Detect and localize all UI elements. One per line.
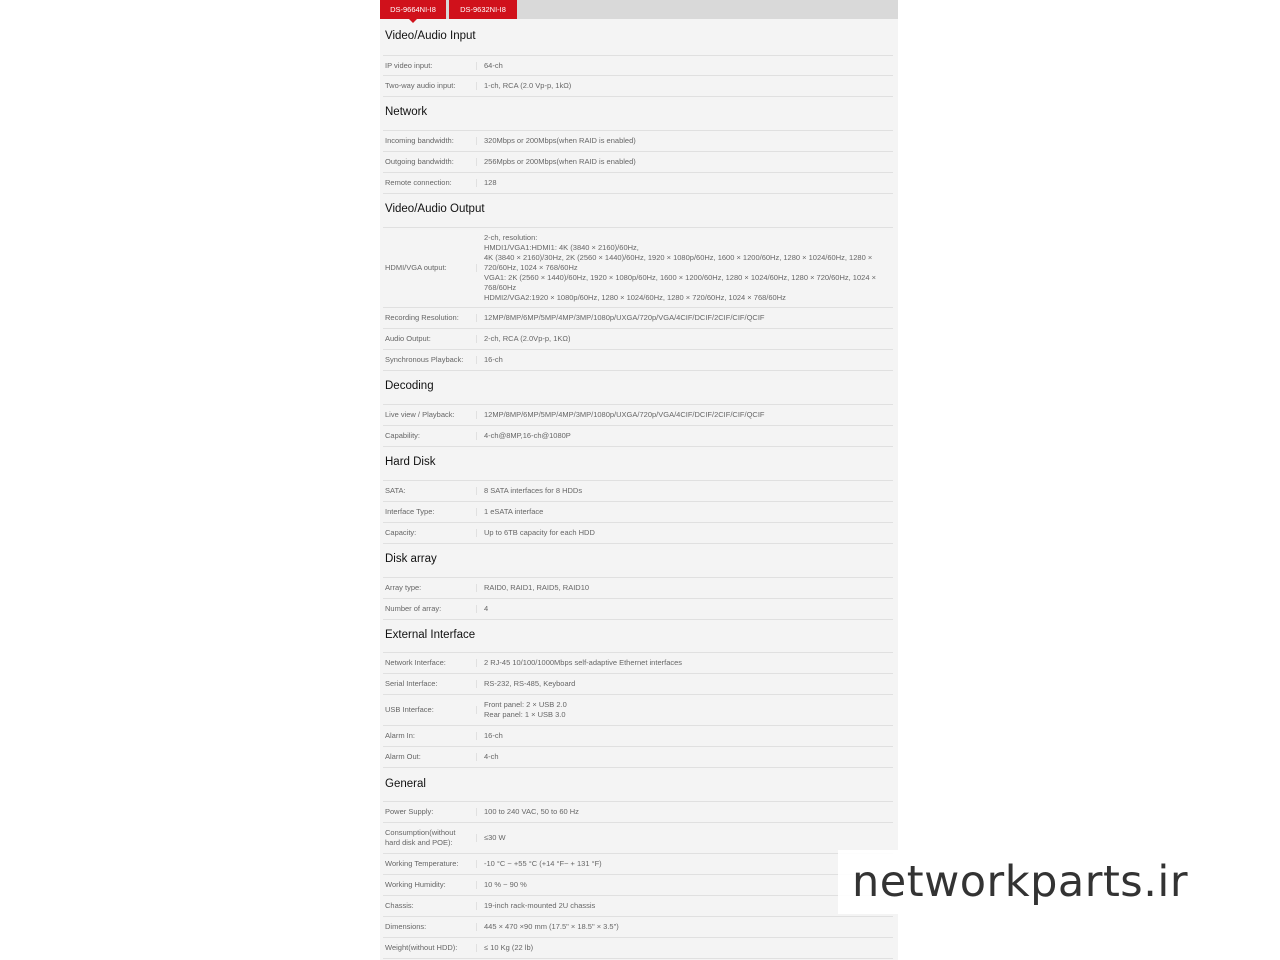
section-title: General [385,778,426,790]
column-divider [476,808,477,816]
spec-row [383,725,893,746]
spec-row [383,673,893,694]
spec-label: SATA: [385,486,406,495]
column-divider [476,264,477,272]
spec-label: Alarm In: [385,731,416,740]
tab-bar [380,0,898,19]
column-divider [476,508,477,516]
spec-label: Power Supply: [385,807,434,816]
column-divider [476,584,477,592]
spec-value: 8 SATA interfaces for 8 HDDs [484,486,583,495]
spec-label: Consumption(without hard disk and POE): [385,828,456,847]
spec-value: 256Mpbs or 200Mbps(when RAID is enabled) [484,157,636,166]
column-divider [476,706,477,714]
spec-row [383,425,893,447]
column-divider [476,902,477,910]
spec-value: ≤30 W [484,833,506,842]
spec-row [383,307,893,328]
spec-row [383,55,893,75]
watermark-logo: networkparts.ir [838,850,1238,914]
spec-row [383,172,893,194]
spec-label: Dimensions: [385,922,427,931]
spec-row [383,895,893,916]
column-divider [476,834,477,842]
column-divider [476,82,477,90]
spec-value: RAID0, RAID1, RAID5, RAID10 [484,583,590,592]
column-divider [476,944,477,952]
spec-row [383,801,893,822]
section-title: External Interface [385,629,476,641]
column-divider [476,432,477,440]
spec-value: 1-ch, RCA (2.0 Vp-p, 1kΩ) [484,81,572,90]
spec-value: Front panel: 2 × USB 2.0 Rear panel: 1 × USB 3.0 [484,700,567,719]
column-divider [476,487,477,495]
spec-row [383,598,893,620]
spec-label: Network Interface: [385,658,446,667]
spec-label: Incoming bandwidth: [385,136,454,145]
spec-label: Recording Resolution: [385,313,459,322]
spec-label: Live view / Playback: [385,410,455,419]
spec-label: Two-way audio input: [385,81,456,90]
section-title: Network [385,106,428,118]
spec-row [383,577,893,598]
section-title: Video/Audio Input [385,30,476,42]
spec-row [383,694,893,725]
spec-label: USB Interface: [385,705,434,714]
spec-value: 2-ch, resolution: HMDI1/VGA1:HDMI1: 4K (3840 × 2160)/60Hz, 4K (3840 × 2160)/30Hz, 2K (2560 × 1440)/60Hz, 1920 × 1080p/60Hz, 1600 × 1200/60Hz, 1280 × 1024/60Hz, 1280 × 720/60Hz, 1024 × 768/60Hz VGA1: 2K (2560 × 1440)/60Hz, 1920 × 1080p/60Hz, 1600 × 1200/60Hz, 1280 × 1024/60Hz, 1280 × 720/60Hz, 1024 × 768/60Hz HDMI2/VGA2:1920 × 1080p/60Hz, 1280 × 1024/60Hz, 1280 × 720/60Hz, 1024 × 768/60Hz [484,232,876,302]
spec-value: -10 °C ~ +55 °C (+14 °F~ + 131 °F) [484,859,602,868]
spec-row [383,480,893,501]
column-divider [476,356,477,364]
spec-label: IP video input: [385,60,433,70]
column-divider [476,62,477,70]
spec-value: ≤ 10 Kg (22 lb) [484,943,534,952]
column-divider [476,335,477,343]
column-divider [476,137,477,145]
spec-row [383,501,893,522]
spec-value: 2 RJ-45 10/100/1000Mbps self-adaptive Ethernet interfaces [484,658,683,667]
spec-value: 12MP/8MP/6MP/5MP/4MP/3MP/1080p/UXGA/720p/VGA/4CIF/DCIF/2CIF/CIF/QCIF [484,313,765,322]
spec-row [383,151,893,172]
tab-ds-9664ni-i8[interactable]: DS-9664NI-I8 [380,0,446,19]
column-divider [476,659,477,667]
spec-label: Weight(without HDD): [385,943,458,952]
column-divider [476,605,477,613]
spec-row [383,328,893,349]
spec-row [383,75,893,97]
spec-value: 19-inch rack-mounted 2U chassis [484,901,596,910]
section-title: Decoding [385,380,434,392]
section-title: Hard Disk [385,456,436,468]
spec-row [383,227,893,307]
spec-label: Array type: [385,583,422,592]
column-divider [476,158,477,166]
spec-value: 100 to 240 VAC, 50 to 60 Hz [484,807,579,816]
spec-label: Capacity: [385,528,417,537]
section-title: Video/Audio Output [385,203,485,215]
spec-row [383,937,893,959]
tab-ds-9632ni-i8[interactable]: DS-9632NI-I8 [449,0,517,19]
column-divider [476,753,477,761]
spec-label: Capability: [385,431,421,440]
column-divider [476,314,477,322]
spec-row [383,404,893,425]
spec-label: Alarm Out: [385,752,421,761]
section-title: Disk array [385,553,437,565]
column-divider [476,179,477,187]
column-divider [476,732,477,740]
spec-value: 12MP/8MP/6MP/5MP/4MP/3MP/1080p/UXGA/720p/VGA/4CIF/DCIF/2CIF/CIF/QCIF [484,410,765,419]
column-divider [476,923,477,931]
column-divider [476,881,477,889]
spec-label: Synchronous Playback: [385,355,464,364]
spec-row [383,874,893,895]
column-divider [476,411,477,419]
spec-value: 16-ch [484,731,503,740]
column-divider [476,529,477,537]
spec-row [383,822,893,853]
column-divider [476,680,477,688]
spec-value: 4-ch [484,752,499,761]
spec-value: 445 × 470 ×90 mm (17.5" × 18.5" × 3.5") [484,922,619,931]
spec-value: 16-ch [484,355,503,364]
spec-value: 320Mbps or 200Mbps(when RAID is enabled) [484,136,636,145]
spec-label: Outgoing bandwidth: [385,157,454,166]
spec-value: Up to 6TB capacity for each HDD [484,528,595,537]
spec-value: RS-232, RS-485, Keyboard [484,679,576,688]
spec-value: 1 eSATA interface [484,507,544,516]
spec-panel [380,0,898,960]
spec-row [383,522,893,544]
spec-value: 4 [484,604,489,613]
spec-row [383,916,893,937]
spec-row [383,652,893,673]
spec-label: Working Humidity: [385,880,446,889]
spec-value: 64-ch [484,60,503,70]
spec-label: Remote connection: [385,178,452,187]
spec-row [383,853,893,874]
spec-label: Number of array: [385,604,442,613]
spec-label: Working Temperature: [385,859,459,868]
spec-label: Chassis: [385,901,414,910]
spec-label: Interface Type: [385,507,435,516]
spec-row [383,349,893,371]
spec-value: 10 % ~ 90 % [484,880,527,889]
spec-row [383,130,893,151]
spec-label: Serial Interface: [385,679,438,688]
spec-label: Audio Output: [385,334,431,343]
spec-row [383,746,893,768]
spec-value: 128 [484,178,497,187]
spec-value: 2-ch, RCA (2.0Vp-p, 1KΩ) [484,334,571,343]
spec-value: 4-ch@8MP,16-ch@1080P [484,431,571,440]
spec-label: HDMI/VGA output: [385,262,447,272]
column-divider [476,860,477,868]
